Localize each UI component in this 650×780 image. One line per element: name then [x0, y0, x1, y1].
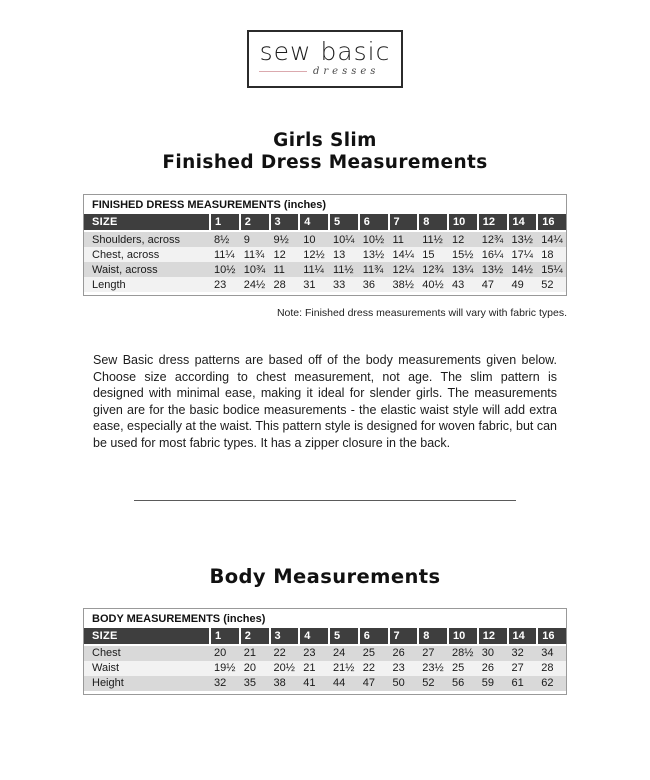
measurement-cell: 25	[362, 647, 375, 660]
measurement-cell: 20	[243, 662, 256, 675]
measurement-cell: 12¼	[392, 263, 414, 276]
measurement-cell: 12¾	[481, 233, 504, 246]
measurement-cell: 14¼	[392, 248, 414, 261]
measurement-cell: 10¼	[333, 233, 355, 246]
table-note: Note: Finished dress measurements will vary with fabric types.	[276, 307, 567, 319]
measurement-cell: 10½	[214, 263, 236, 276]
measurement-cell: 28	[541, 662, 554, 675]
measurement-cell: 52	[422, 677, 435, 690]
measurement-cell: 26	[481, 662, 494, 675]
size-column-header: 1	[209, 628, 239, 644]
measurement-cell: 23	[214, 278, 227, 291]
table-row	[84, 661, 566, 676]
measurement-cell: 10	[303, 233, 316, 246]
measurement-cell: 38½	[392, 278, 414, 291]
measurement-cell: 49	[511, 278, 524, 291]
row-label: Chest	[92, 647, 121, 660]
size-column-header: 6	[358, 628, 388, 644]
measurement-cell: 38	[273, 677, 286, 690]
measurement-cell: 32	[214, 677, 227, 690]
table-row	[84, 676, 566, 691]
measurement-cell: 44	[333, 677, 346, 690]
size-column-header: 2	[239, 214, 269, 230]
sew-basic-logo	[247, 30, 403, 88]
row-label: Shoulders, across	[92, 233, 181, 246]
table-row	[84, 646, 566, 661]
measurement-cell: 15½	[452, 248, 474, 261]
description-paragraph: Sew Basic dress patterns are based off of the body measurements given below. Choose size according to chest measurement, not age. The slim pattern is designed with minimal ease, making it ideal for slender girls. The measurements given are for the basic bodice measurements - the elastic waist style will add extra ease, especially at the waist. This pattern style is designed for woven fabric, but can be used for most fabric types. It has a zipper closure in the back.	[93, 353, 557, 450]
measurement-cell: 24	[333, 647, 346, 660]
measurement-cell: 20½	[273, 662, 295, 675]
measurement-cell: 16¼	[481, 248, 504, 261]
measurement-cell: 12¾	[422, 263, 444, 276]
size-column-header: 14	[507, 628, 537, 644]
row-label: Height	[92, 677, 124, 690]
measurement-cell: 11¾	[243, 248, 265, 261]
size-column-header: 7	[388, 628, 418, 644]
measurement-cell: 11¼	[214, 248, 235, 261]
measurement-cell: 15¼	[541, 263, 563, 276]
logo-subtitle-row	[259, 65, 391, 77]
size-column-header: 16	[536, 628, 566, 644]
size-column-header: 4	[298, 214, 328, 230]
measurement-cell: 15	[422, 248, 435, 261]
table-row	[84, 262, 566, 277]
logo-wordmark: sew basic	[259, 37, 391, 66]
measurement-cell: 18	[541, 248, 554, 261]
measurement-cell: 21	[303, 662, 316, 675]
section-divider	[134, 500, 516, 501]
measurement-cell: 9	[243, 233, 250, 246]
measurement-cell: 23½	[422, 662, 444, 675]
measurement-cell: 11½	[333, 263, 354, 276]
measurement-cell: 10¾	[243, 263, 266, 276]
measurement-cell: 12	[452, 233, 465, 246]
measurement-cell: 52	[541, 278, 554, 291]
page-title-line2: Finished Dress Measurements	[162, 152, 488, 173]
measurement-cell: 21½	[333, 662, 355, 675]
measurement-cell: 28½	[452, 647, 474, 660]
measurement-cell: 23	[392, 662, 405, 675]
measurement-cell: 25	[452, 662, 465, 675]
logo-tagline: dresses	[313, 65, 380, 77]
size-column-header: 3	[269, 628, 299, 644]
size-column-header: 1	[209, 214, 239, 230]
body-table-body	[84, 628, 566, 694]
measurement-cell: 35	[243, 677, 256, 690]
row-label: Waist, across	[92, 263, 158, 276]
size-column-header: 10	[447, 214, 477, 230]
measurement-cell: 8½	[214, 233, 230, 246]
measurement-cell: 50	[392, 677, 405, 690]
size-column-header: 8	[417, 214, 447, 230]
measurement-cell: 43	[452, 278, 465, 291]
measurement-cell: 27	[511, 662, 524, 675]
bottom-gap	[84, 292, 566, 295]
measurement-cell: 36	[362, 278, 375, 291]
size-column-header: 16	[536, 214, 566, 230]
measurement-cell: 27	[422, 647, 435, 660]
measurement-cell: 40½	[422, 278, 444, 291]
measurement-cell: 59	[481, 677, 494, 690]
measurement-cell: 14½	[511, 263, 533, 276]
measurement-cell: 10½	[362, 233, 385, 246]
size-column-header: 6	[358, 214, 388, 230]
table-header-row	[84, 214, 566, 230]
size-column-header: 2	[239, 628, 269, 644]
finished-dress-measurements-table	[83, 194, 567, 296]
size-column-header: 5	[328, 628, 358, 644]
table-row	[84, 247, 566, 262]
finished-table-body	[84, 214, 566, 295]
measurement-cell: 62	[541, 677, 554, 690]
row-label: Waist	[92, 662, 120, 675]
measurement-cell: 12½	[303, 248, 325, 261]
measurement-cell: 22	[362, 662, 375, 675]
size-column-header: 3	[269, 214, 299, 230]
size-column-header: 10	[447, 628, 477, 644]
size-column-header: 8	[417, 628, 447, 644]
row-label: Chest, across	[92, 248, 160, 261]
measurement-cell: 13½	[511, 233, 533, 246]
logo-accent-line	[259, 71, 307, 72]
measurement-cell: 34	[541, 647, 554, 660]
measurement-cell: 13	[333, 248, 346, 261]
table-row	[84, 277, 566, 292]
measurement-cell: 11½	[422, 233, 443, 246]
measurement-cell: 13¼	[452, 263, 474, 276]
row-label: Length	[92, 278, 126, 291]
measurement-cell: 47	[481, 278, 494, 291]
measurement-cell: 19½	[214, 662, 236, 675]
measurement-cell: 28	[273, 278, 286, 291]
body-measurements-heading: Body Measurements	[209, 564, 441, 588]
measurement-cell: 12	[273, 248, 286, 261]
measurement-cell: 30	[481, 647, 494, 660]
measurement-cell: 23	[303, 647, 316, 660]
measurement-cell: 11	[392, 233, 404, 246]
page-title	[0, 130, 650, 174]
page	[0, 30, 650, 780]
measurement-cell: 61	[511, 677, 524, 690]
measurement-cell: 11	[273, 263, 285, 276]
measurement-cell: 24½	[243, 278, 266, 291]
measurement-cell: 11¾	[362, 263, 384, 276]
size-column-header: 12	[477, 628, 507, 644]
measurement-cell: 47	[362, 677, 375, 690]
size-column-header: 5	[328, 214, 358, 230]
measurement-cell: 33	[333, 278, 346, 291]
body-measurements-table	[83, 608, 567, 695]
bottom-gap	[84, 691, 566, 694]
measurement-cell: 41	[303, 677, 316, 690]
size-row-header: SIZE	[92, 629, 118, 642]
size-column-header: 4	[298, 628, 328, 644]
measurement-cell: 26	[392, 647, 405, 660]
measurement-cell: 32	[511, 647, 524, 660]
size-column-header: 14	[507, 214, 537, 230]
measurement-cell: 14¼	[541, 233, 563, 246]
measurement-cell: 20	[214, 647, 227, 660]
measurement-cell: 22	[273, 647, 286, 660]
size-row-header: SIZE	[92, 216, 118, 228]
measurement-cell: 17¼	[511, 248, 533, 261]
measurement-cell: 11¼	[303, 263, 324, 276]
table-row	[84, 232, 566, 247]
page-title-line1: Girls Slim	[273, 130, 377, 151]
measurement-cell: 13½	[362, 248, 385, 261]
measurement-cell: 21	[243, 647, 256, 660]
measurement-cell: 9½	[273, 233, 289, 246]
table-header-row	[84, 628, 566, 644]
size-column-header: 7	[388, 214, 418, 230]
table-title: BODY MEASUREMENTS (inches)	[84, 609, 566, 628]
measurement-cell: 31	[303, 278, 316, 291]
size-column-header: 12	[477, 214, 507, 230]
measurement-cell: 56	[452, 677, 465, 690]
measurement-cell: 13½	[481, 263, 504, 276]
table-title: FINISHED DRESS MEASUREMENTS (inches)	[84, 195, 566, 214]
